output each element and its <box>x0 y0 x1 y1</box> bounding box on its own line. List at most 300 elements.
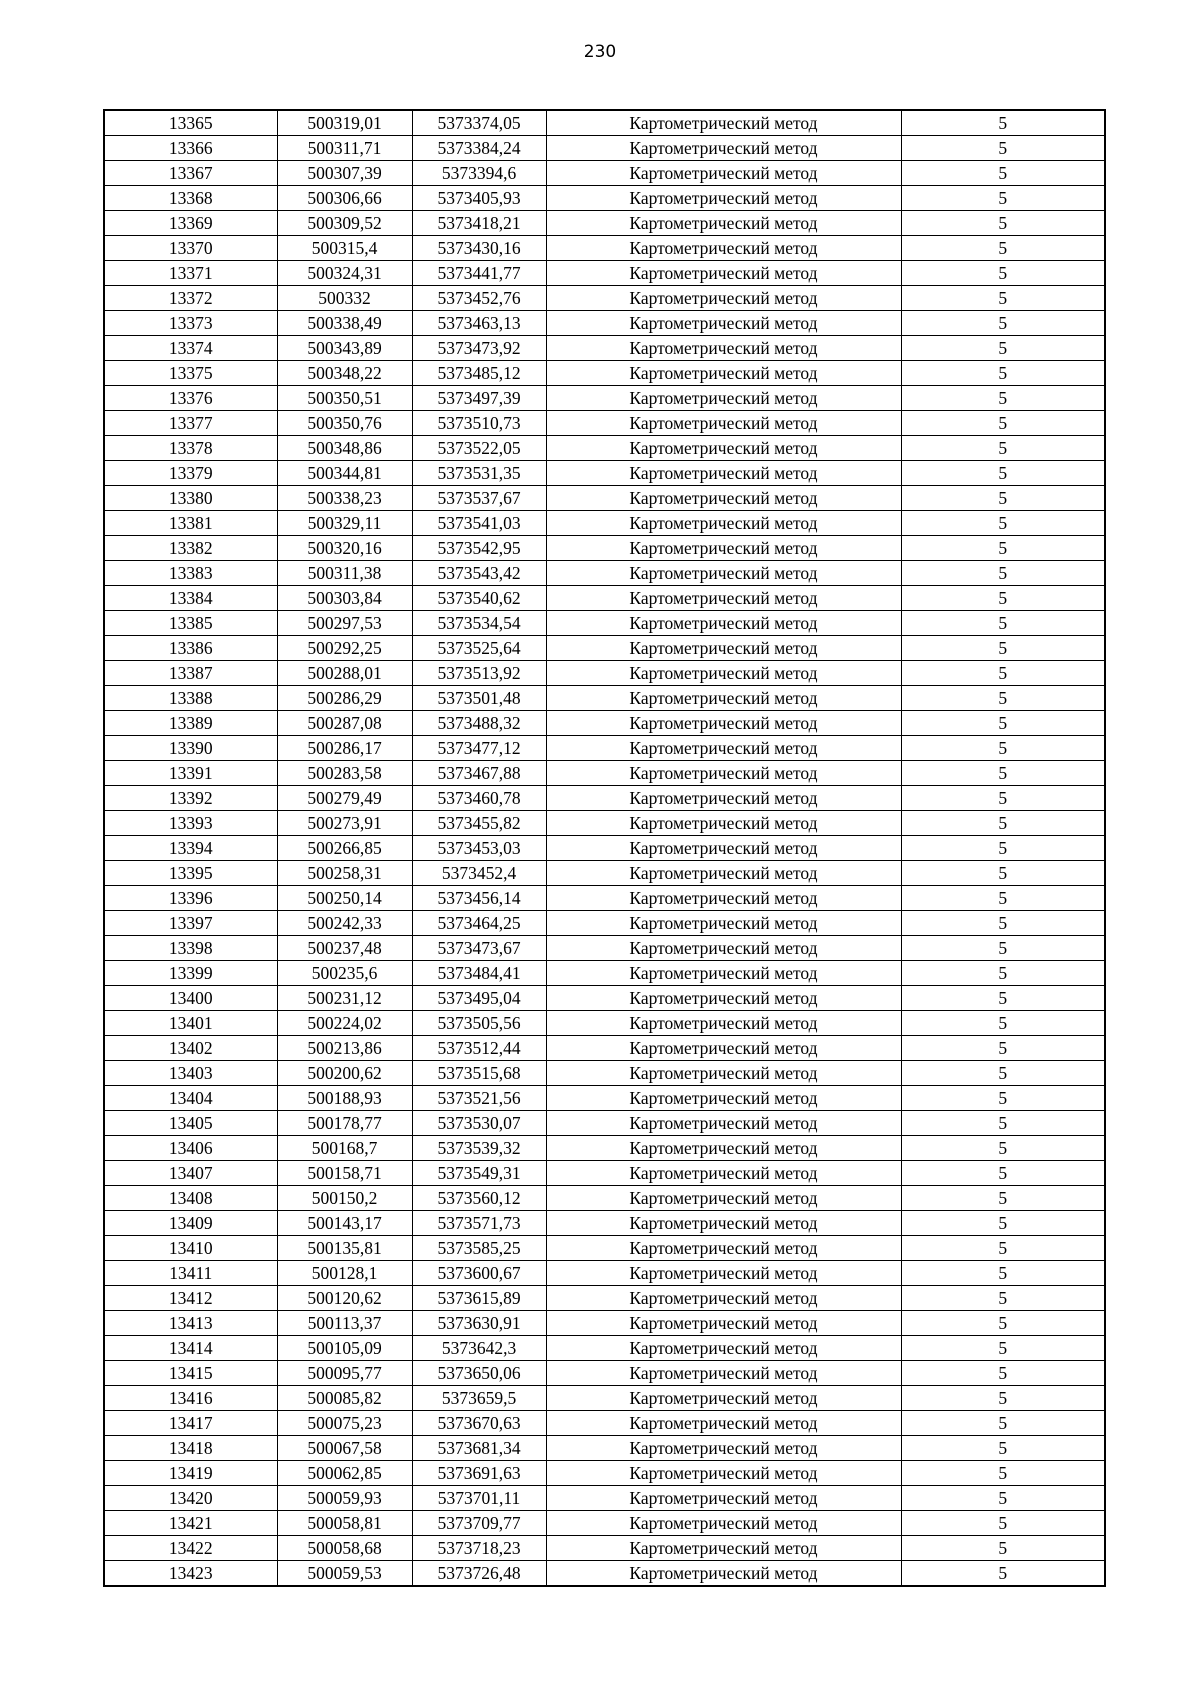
table-row <box>104 361 1105 386</box>
y-coordinate-cell: 5373726,48 <box>412 1561 546 1587</box>
accuracy-cell: 5 <box>901 936 1105 961</box>
table-row <box>104 1336 1105 1361</box>
x-coordinate-cell: 500128,1 <box>277 1261 412 1286</box>
method-cell: Картометрический метод <box>546 936 901 961</box>
accuracy-cell: 5 <box>901 561 1105 586</box>
accuracy-cell: 5 <box>901 1536 1105 1561</box>
table-row <box>104 261 1105 286</box>
accuracy-cell: 5 <box>901 1386 1105 1411</box>
point-number-cell: 13422 <box>104 1536 277 1561</box>
accuracy-cell: 5 <box>901 136 1105 161</box>
y-coordinate-cell: 5373473,92 <box>412 336 546 361</box>
method-cell: Картометрический метод <box>546 236 901 261</box>
method-cell: Картометрический метод <box>546 486 901 511</box>
table-row <box>104 1211 1105 1236</box>
table-row <box>104 511 1105 536</box>
method-cell: Картометрический метод <box>546 336 901 361</box>
method-cell: Картометрический метод <box>546 511 901 536</box>
x-coordinate-cell: 500303,84 <box>277 586 412 611</box>
y-coordinate-cell: 5373394,6 <box>412 161 546 186</box>
table-row <box>104 936 1105 961</box>
table-row <box>104 386 1105 411</box>
x-coordinate-cell: 500292,25 <box>277 636 412 661</box>
accuracy-cell: 5 <box>901 911 1105 936</box>
y-coordinate-cell: 5373513,92 <box>412 661 546 686</box>
point-number-cell: 13367 <box>104 161 277 186</box>
method-cell: Картометрический метод <box>546 1136 901 1161</box>
method-cell: Картометрический метод <box>546 1011 901 1036</box>
x-coordinate-cell: 500311,38 <box>277 561 412 586</box>
y-coordinate-cell: 5373467,88 <box>412 761 546 786</box>
y-coordinate-cell: 5373701,11 <box>412 1486 546 1511</box>
table-row <box>104 1436 1105 1461</box>
method-cell: Картометрический метод <box>546 861 901 886</box>
table-row <box>104 186 1105 211</box>
x-coordinate-cell: 500286,17 <box>277 736 412 761</box>
x-coordinate-cell: 500329,11 <box>277 511 412 536</box>
table-row <box>104 1036 1105 1061</box>
table-row <box>104 136 1105 161</box>
point-number-cell: 13372 <box>104 286 277 311</box>
table-row <box>104 586 1105 611</box>
x-coordinate-cell: 500058,81 <box>277 1511 412 1536</box>
method-cell: Картометрический метод <box>546 586 901 611</box>
method-cell: Картометрический метод <box>546 261 901 286</box>
y-coordinate-cell: 5373430,16 <box>412 236 546 261</box>
method-cell: Картометрический метод <box>546 1386 901 1411</box>
method-cell: Картометрический метод <box>546 1561 901 1587</box>
accuracy-cell: 5 <box>901 1186 1105 1211</box>
y-coordinate-cell: 5373497,39 <box>412 386 546 411</box>
method-cell: Картометрический метод <box>546 886 901 911</box>
point-number-cell: 13377 <box>104 411 277 436</box>
x-coordinate-cell: 500085,82 <box>277 1386 412 1411</box>
table-row <box>104 761 1105 786</box>
table-row <box>104 1061 1105 1086</box>
y-coordinate-cell: 5373543,42 <box>412 561 546 586</box>
table-row <box>104 786 1105 811</box>
accuracy-cell: 5 <box>901 1036 1105 1061</box>
method-cell: Картометрический метод <box>546 811 901 836</box>
method-cell: Картометрический метод <box>546 1411 901 1436</box>
point-number-cell: 13419 <box>104 1461 277 1486</box>
method-cell: Картометрический метод <box>546 1036 901 1061</box>
y-coordinate-cell: 5373650,06 <box>412 1361 546 1386</box>
accuracy-cell: 5 <box>901 211 1105 236</box>
method-cell: Картометрический метод <box>546 1161 901 1186</box>
table-row <box>104 1186 1105 1211</box>
x-coordinate-cell: 500348,86 <box>277 436 412 461</box>
table-row <box>104 1486 1105 1511</box>
table-row <box>104 1461 1105 1486</box>
table-row <box>104 1311 1105 1336</box>
method-cell: Картометрический метод <box>546 1486 901 1511</box>
table-row <box>104 486 1105 511</box>
y-coordinate-cell: 5373501,48 <box>412 686 546 711</box>
point-number-cell: 13386 <box>104 636 277 661</box>
table-row <box>104 411 1105 436</box>
table-row <box>104 861 1105 886</box>
y-coordinate-cell: 5373512,44 <box>412 1036 546 1061</box>
accuracy-cell: 5 <box>901 711 1105 736</box>
method-cell: Картометрический метод <box>546 1111 901 1136</box>
table-row <box>104 436 1105 461</box>
point-number-cell: 13366 <box>104 136 277 161</box>
x-coordinate-cell: 500319,01 <box>277 110 412 136</box>
table-row <box>104 1361 1105 1386</box>
table-row <box>104 286 1105 311</box>
method-cell: Картометрический метод <box>546 1211 901 1236</box>
y-coordinate-cell: 5373531,35 <box>412 461 546 486</box>
x-coordinate-cell: 500320,16 <box>277 536 412 561</box>
y-coordinate-cell: 5373600,67 <box>412 1261 546 1286</box>
point-number-cell: 13393 <box>104 811 277 836</box>
accuracy-cell: 5 <box>901 1311 1105 1336</box>
point-number-cell: 13394 <box>104 836 277 861</box>
accuracy-cell: 5 <box>901 611 1105 636</box>
point-number-cell: 13413 <box>104 1311 277 1336</box>
point-number-cell: 13402 <box>104 1036 277 1061</box>
x-coordinate-cell: 500095,77 <box>277 1361 412 1386</box>
x-coordinate-cell: 500059,93 <box>277 1486 412 1511</box>
x-coordinate-cell: 500287,08 <box>277 711 412 736</box>
table-row <box>104 836 1105 861</box>
point-number-cell: 13423 <box>104 1561 277 1587</box>
accuracy-cell: 5 <box>901 1436 1105 1461</box>
table-row <box>104 911 1105 936</box>
x-coordinate-cell: 500231,12 <box>277 986 412 1011</box>
table-row <box>104 711 1105 736</box>
x-coordinate-cell: 500279,49 <box>277 786 412 811</box>
table-row <box>104 536 1105 561</box>
accuracy-cell: 5 <box>901 961 1105 986</box>
accuracy-cell: 5 <box>901 1411 1105 1436</box>
method-cell: Картометрический метод <box>546 411 901 436</box>
point-number-cell: 13383 <box>104 561 277 586</box>
accuracy-cell: 5 <box>901 386 1105 411</box>
point-number-cell: 13380 <box>104 486 277 511</box>
accuracy-cell: 5 <box>901 1336 1105 1361</box>
method-cell: Картометрический метод <box>546 1261 901 1286</box>
x-coordinate-cell: 500059,53 <box>277 1561 412 1587</box>
point-number-cell: 13389 <box>104 711 277 736</box>
method-cell: Картометрический метод <box>546 361 901 386</box>
y-coordinate-cell: 5373571,73 <box>412 1211 546 1236</box>
y-coordinate-cell: 5373534,54 <box>412 611 546 636</box>
point-number-cell: 13378 <box>104 436 277 461</box>
accuracy-cell: 5 <box>901 1061 1105 1086</box>
y-coordinate-cell: 5373505,56 <box>412 1011 546 1036</box>
accuracy-cell: 5 <box>901 110 1105 136</box>
point-number-cell: 13411 <box>104 1261 277 1286</box>
x-coordinate-cell: 500348,22 <box>277 361 412 386</box>
x-coordinate-cell: 500258,31 <box>277 861 412 886</box>
point-number-cell: 13381 <box>104 511 277 536</box>
method-cell: Картометрический метод <box>546 461 901 486</box>
x-coordinate-cell: 500188,93 <box>277 1086 412 1111</box>
accuracy-cell: 5 <box>901 1086 1105 1111</box>
accuracy-cell: 5 <box>901 1236 1105 1261</box>
point-number-cell: 13395 <box>104 861 277 886</box>
method-cell: Картометрический метод <box>546 1361 901 1386</box>
x-coordinate-cell: 500344,81 <box>277 461 412 486</box>
method-cell: Картометрический метод <box>546 786 901 811</box>
x-coordinate-cell: 500062,85 <box>277 1461 412 1486</box>
method-cell: Картометрический метод <box>546 1436 901 1461</box>
y-coordinate-cell: 5373681,34 <box>412 1436 546 1461</box>
point-number-cell: 13385 <box>104 611 277 636</box>
table-row <box>104 1011 1105 1036</box>
point-number-cell: 13412 <box>104 1286 277 1311</box>
table-row <box>104 336 1105 361</box>
method-cell: Картометрический метод <box>546 986 901 1011</box>
point-number-cell: 13373 <box>104 311 277 336</box>
x-coordinate-cell: 500283,58 <box>277 761 412 786</box>
point-number-cell: 13401 <box>104 1011 277 1036</box>
method-cell: Картометрический метод <box>546 536 901 561</box>
x-coordinate-cell: 500350,76 <box>277 411 412 436</box>
y-coordinate-cell: 5373384,24 <box>412 136 546 161</box>
y-coordinate-cell: 5373452,4 <box>412 861 546 886</box>
point-number-cell: 13365 <box>104 110 277 136</box>
x-coordinate-cell: 500168,7 <box>277 1136 412 1161</box>
method-cell: Картометрический метод <box>546 911 901 936</box>
y-coordinate-cell: 5373521,56 <box>412 1086 546 1111</box>
point-number-cell: 13416 <box>104 1386 277 1411</box>
method-cell: Картометрический метод <box>546 736 901 761</box>
table-row <box>104 1236 1105 1261</box>
x-coordinate-cell: 500311,71 <box>277 136 412 161</box>
table-row <box>104 736 1105 761</box>
accuracy-cell: 5 <box>901 1511 1105 1536</box>
table-row <box>104 1561 1105 1587</box>
x-coordinate-cell: 500350,51 <box>277 386 412 411</box>
table-body <box>104 110 1105 1586</box>
table-row <box>104 561 1105 586</box>
y-coordinate-cell: 5373477,12 <box>412 736 546 761</box>
table-row <box>104 636 1105 661</box>
table-row <box>104 986 1105 1011</box>
method-cell: Картометрический метод <box>546 961 901 986</box>
x-coordinate-cell: 500338,23 <box>277 486 412 511</box>
y-coordinate-cell: 5373460,78 <box>412 786 546 811</box>
x-coordinate-cell: 500178,77 <box>277 1111 412 1136</box>
accuracy-cell: 5 <box>901 986 1105 1011</box>
x-coordinate-cell: 500242,33 <box>277 911 412 936</box>
x-coordinate-cell: 500058,68 <box>277 1536 412 1561</box>
x-coordinate-cell: 500297,53 <box>277 611 412 636</box>
table-row <box>104 1536 1105 1561</box>
accuracy-cell: 5 <box>901 1461 1105 1486</box>
y-coordinate-cell: 5373463,13 <box>412 311 546 336</box>
y-coordinate-cell: 5373473,67 <box>412 936 546 961</box>
accuracy-cell: 5 <box>901 461 1105 486</box>
point-number-cell: 13396 <box>104 886 277 911</box>
accuracy-cell: 5 <box>901 836 1105 861</box>
table-row <box>104 661 1105 686</box>
x-coordinate-cell: 500288,01 <box>277 661 412 686</box>
coordinates-table <box>103 109 1106 1587</box>
point-number-cell: 13382 <box>104 536 277 561</box>
accuracy-cell: 5 <box>901 786 1105 811</box>
method-cell: Картометрический метод <box>546 211 901 236</box>
method-cell: Картометрический метод <box>546 1511 901 1536</box>
point-number-cell: 13379 <box>104 461 277 486</box>
accuracy-cell: 5 <box>901 236 1105 261</box>
x-coordinate-cell: 500113,37 <box>277 1311 412 1336</box>
accuracy-cell: 5 <box>901 486 1105 511</box>
point-number-cell: 13408 <box>104 1186 277 1211</box>
page-number: 230 <box>583 42 617 62</box>
x-coordinate-cell: 500235,6 <box>277 961 412 986</box>
point-number-cell: 13375 <box>104 361 277 386</box>
method-cell: Картометрический метод <box>546 1461 901 1486</box>
accuracy-cell: 5 <box>901 861 1105 886</box>
x-coordinate-cell: 500158,71 <box>277 1161 412 1186</box>
point-number-cell: 13409 <box>104 1211 277 1236</box>
x-coordinate-cell: 500309,52 <box>277 211 412 236</box>
method-cell: Картометрический метод <box>546 836 901 861</box>
point-number-cell: 13420 <box>104 1486 277 1511</box>
x-coordinate-cell: 500143,17 <box>277 1211 412 1236</box>
accuracy-cell: 5 <box>901 536 1105 561</box>
point-number-cell: 13391 <box>104 761 277 786</box>
y-coordinate-cell: 5373560,12 <box>412 1186 546 1211</box>
table-row <box>104 1511 1105 1536</box>
point-number-cell: 13369 <box>104 211 277 236</box>
accuracy-cell: 5 <box>901 1286 1105 1311</box>
point-number-cell: 13374 <box>104 336 277 361</box>
x-coordinate-cell: 500266,85 <box>277 836 412 861</box>
accuracy-cell: 5 <box>901 336 1105 361</box>
y-coordinate-cell: 5373541,03 <box>412 511 546 536</box>
y-coordinate-cell: 5373453,03 <box>412 836 546 861</box>
y-coordinate-cell: 5373718,23 <box>412 1536 546 1561</box>
method-cell: Картометрический метод <box>546 1536 901 1561</box>
y-coordinate-cell: 5373630,91 <box>412 1311 546 1336</box>
accuracy-cell: 5 <box>901 736 1105 761</box>
accuracy-cell: 5 <box>901 1161 1105 1186</box>
y-coordinate-cell: 5373374,05 <box>412 110 546 136</box>
method-cell: Картометрический метод <box>546 761 901 786</box>
point-number-cell: 13368 <box>104 186 277 211</box>
x-coordinate-cell: 500250,14 <box>277 886 412 911</box>
accuracy-cell: 5 <box>901 1211 1105 1236</box>
y-coordinate-cell: 5373452,76 <box>412 286 546 311</box>
y-coordinate-cell: 5373418,21 <box>412 211 546 236</box>
table-row <box>104 1111 1105 1136</box>
x-coordinate-cell: 500324,31 <box>277 261 412 286</box>
point-number-cell: 13399 <box>104 961 277 986</box>
x-coordinate-cell: 500343,89 <box>277 336 412 361</box>
accuracy-cell: 5 <box>901 436 1105 461</box>
x-coordinate-cell: 500315,4 <box>277 236 412 261</box>
table-row <box>104 1286 1105 1311</box>
y-coordinate-cell: 5373455,82 <box>412 811 546 836</box>
accuracy-cell: 5 <box>901 586 1105 611</box>
table-row <box>104 1261 1105 1286</box>
table-row <box>104 1086 1105 1111</box>
method-cell: Картометрический метод <box>546 711 901 736</box>
table-row <box>104 1411 1105 1436</box>
method-cell: Картометрический метод <box>546 311 901 336</box>
x-coordinate-cell: 500338,49 <box>277 311 412 336</box>
accuracy-cell: 5 <box>901 186 1105 211</box>
y-coordinate-cell: 5373659,5 <box>412 1386 546 1411</box>
y-coordinate-cell: 5373537,67 <box>412 486 546 511</box>
y-coordinate-cell: 5373615,89 <box>412 1286 546 1311</box>
x-coordinate-cell: 500224,02 <box>277 1011 412 1036</box>
table-row <box>104 236 1105 261</box>
y-coordinate-cell: 5373485,12 <box>412 361 546 386</box>
y-coordinate-cell: 5373542,95 <box>412 536 546 561</box>
y-coordinate-cell: 5373585,25 <box>412 1236 546 1261</box>
method-cell: Картометрический метод <box>546 186 901 211</box>
point-number-cell: 13417 <box>104 1411 277 1436</box>
accuracy-cell: 5 <box>901 1486 1105 1511</box>
accuracy-cell: 5 <box>901 761 1105 786</box>
point-number-cell: 13400 <box>104 986 277 1011</box>
x-coordinate-cell: 500307,39 <box>277 161 412 186</box>
y-coordinate-cell: 5373549,31 <box>412 1161 546 1186</box>
accuracy-cell: 5 <box>901 686 1105 711</box>
y-coordinate-cell: 5373525,64 <box>412 636 546 661</box>
accuracy-cell: 5 <box>901 361 1105 386</box>
y-coordinate-cell: 5373691,63 <box>412 1461 546 1486</box>
x-coordinate-cell: 500332 <box>277 286 412 311</box>
table-row <box>104 1386 1105 1411</box>
table-row <box>104 211 1105 236</box>
point-number-cell: 13390 <box>104 736 277 761</box>
accuracy-cell: 5 <box>901 886 1105 911</box>
accuracy-cell: 5 <box>901 1111 1105 1136</box>
x-coordinate-cell: 500135,81 <box>277 1236 412 1261</box>
point-number-cell: 13403 <box>104 1061 277 1086</box>
point-number-cell: 13410 <box>104 1236 277 1261</box>
x-coordinate-cell: 500200,62 <box>277 1061 412 1086</box>
point-number-cell: 13421 <box>104 1511 277 1536</box>
x-coordinate-cell: 500213,86 <box>277 1036 412 1061</box>
table-row <box>104 686 1105 711</box>
x-coordinate-cell: 500105,09 <box>277 1336 412 1361</box>
y-coordinate-cell: 5373405,93 <box>412 186 546 211</box>
accuracy-cell: 5 <box>901 636 1105 661</box>
accuracy-cell: 5 <box>901 511 1105 536</box>
accuracy-cell: 5 <box>901 1011 1105 1036</box>
method-cell: Картометрический метод <box>546 1311 901 1336</box>
table-row <box>104 311 1105 336</box>
point-number-cell: 13405 <box>104 1111 277 1136</box>
method-cell: Картометрический метод <box>546 386 901 411</box>
method-cell: Картометрический метод <box>546 1061 901 1086</box>
x-coordinate-cell: 500306,66 <box>277 186 412 211</box>
y-coordinate-cell: 5373456,14 <box>412 886 546 911</box>
y-coordinate-cell: 5373539,32 <box>412 1136 546 1161</box>
y-coordinate-cell: 5373441,77 <box>412 261 546 286</box>
table-row <box>104 461 1105 486</box>
table-row <box>104 161 1105 186</box>
x-coordinate-cell: 500120,62 <box>277 1286 412 1311</box>
method-cell: Картометрический метод <box>546 636 901 661</box>
point-number-cell: 13388 <box>104 686 277 711</box>
table-row <box>104 811 1105 836</box>
point-number-cell: 13398 <box>104 936 277 961</box>
x-coordinate-cell: 500067,58 <box>277 1436 412 1461</box>
y-coordinate-cell: 5373488,32 <box>412 711 546 736</box>
point-number-cell: 13387 <box>104 661 277 686</box>
accuracy-cell: 5 <box>901 311 1105 336</box>
y-coordinate-cell: 5373484,41 <box>412 961 546 986</box>
